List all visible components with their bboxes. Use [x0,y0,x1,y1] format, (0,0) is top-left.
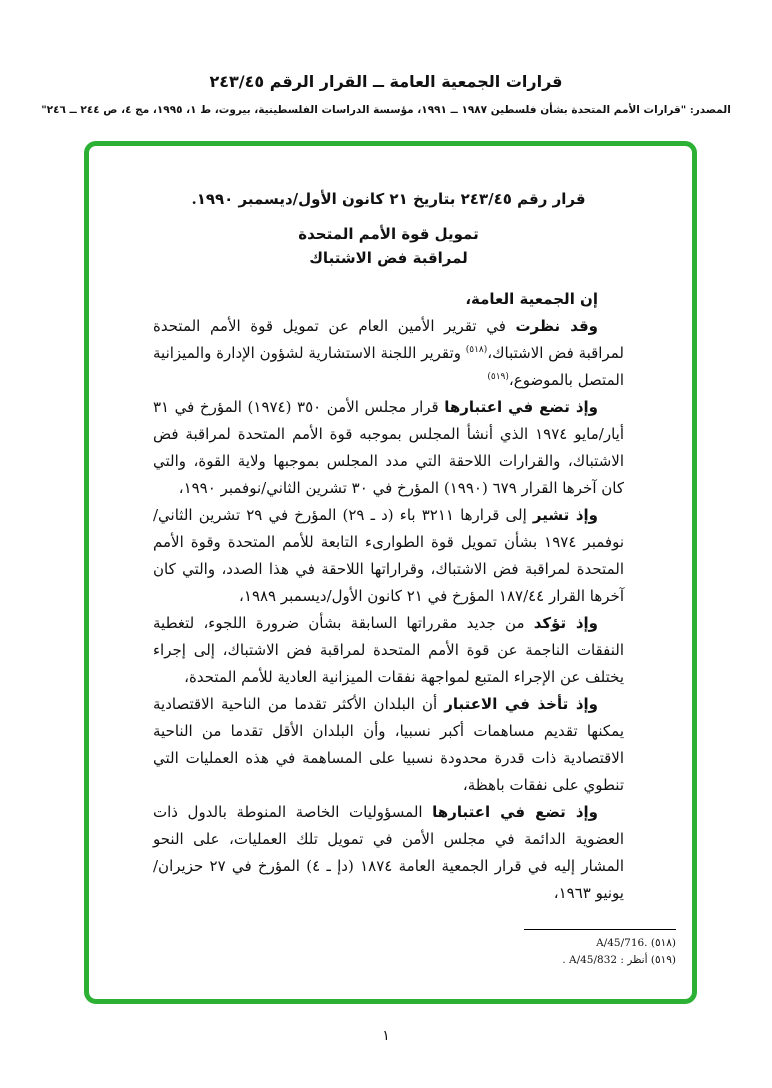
footnotes-block [524,929,676,969]
resolution-paragraph [153,394,624,502]
resolution-paragraph [153,799,624,907]
footnote-reference: (٥١٨) [465,345,488,355]
footnote [524,935,676,952]
paragraph-lead-phrase: إن الجمعية العامة، [465,290,598,308]
resolution-paragraph [153,502,624,610]
paragraph-text: المسؤوليات الخاصة المنوطة بالدول ذات العضوية الدائمة في مجلس الأمن في تمويل تلك العمليات، على النحو المشار إليه في قرار الجمعية العامة ١٨٧٤ (دإ ـ ٤) المؤرخ في ٢٧ حزيران/يونيو ١٩٦٣، [153,803,624,902]
paragraph-text: (٥١٨) [647,937,676,949]
source-citation: المصدر: "قرارات الأمم المتحدة بشأن فلسطين ١٩٨٧ ــ ١٩٩١، مؤسسة الدراسات الفلسطينية، بيروت، ط ١، ١٩٩٥، مج ٤، ص ٢٤٤ ــ ٢٤٦" [41,104,731,116]
resolution-subtitle-line2: لمراقبة فض الاشتباك [309,249,468,267]
document-symbol: A/45/832 [569,954,618,966]
paragraph-text: في تقرير الأمين العام عن تمويل قوة الأمم المتحدة لمراقبة فض الاشتباك، [153,317,624,362]
paragraph-text: . [562,954,569,966]
document-symbol: A/45/716. [596,937,648,949]
paragraph-lead-phrase: وإذ تشير [532,506,598,524]
paragraph-text: قرار مجلس الأمن ٣٥٠ (١٩٧٤) المؤرخ في ٣١ أيار/مايو ١٩٧٤ الذي أنشأ المجلس بموجبه قوة الأمم المتحدة لمراقبة فض الاشتباك، والقرارات اللاحقة التي مدد المجلس بموجبها ولاية القوة، والتي كان آخرها القرار ٦٧٩ (١٩٩٠) المؤرخ في ٣٠ تشرين الثاني/نوفمبر ١٩٩٠، [153,398,624,497]
resolution-title: قرار رقم ٢٤٣/٤٥ بتاريخ ٢١ كانون الأول/ديسمبر ١٩٩٠. [191,190,586,208]
footnote-reference: (٥١٩) [487,372,509,382]
footnote [524,952,676,969]
paragraph-lead-phrase: وإذ تضع في اعتبارها [432,803,599,821]
resolution-body [153,286,624,907]
paragraph-text: (٥١٩) أنظر : [617,954,676,966]
resolution-paragraph [153,313,624,394]
paragraph-lead-phrase: وإذ تؤكد [533,614,598,632]
page-title: قرارات الجمعية العامة ــ القرار الرقم ٢٤٣/٤٥ [209,72,563,91]
paragraph-text: أن البلدان الأكثر تقدما من الناحية الاقتصادية يمكنها تقديم مساهمات أكبر نسبيا، وأن البلدان الأقل تقدما من الناحية الاقتصادية ذات قدرة محدودة نسبيا على المساهمة في هذه العمليات التي تنطوي على نفقات باهظة، [153,695,624,794]
footnote-divider [524,929,676,930]
paragraph-text: وتقرير اللجنة الاستشارية لشؤون الإدارة والميزانية المتصل بالموضوع، [153,344,624,389]
footnote-list [524,935,676,969]
page-number: ١ [382,1028,390,1044]
paragraph-text: إلى قرارها ٣٢١١ باء (د ـ ٢٩) المؤرخ في ٢٩ تشرين الثاني/نوفمبر ١٩٧٤ بشأن تمويل قوة الطوارىء التابعة للأمم المتحدة وقوة الأمم المتحدة لمراقبة فض الاشتباك، وقراراتها اللاحقة في هذا الصدد، والتي كان آخرها القرار ١٨٧/٤٤ المؤرخ في ٢١ كانون الأول/ديسمبر ١٩٨٩، [153,506,624,605]
resolution-paragraph [153,691,624,799]
page-header [0,72,772,116]
resolution-box [84,141,697,1004]
resolution-paragraph [153,286,624,313]
paragraph-lead-phrase: وقد نظرت [515,317,598,335]
paragraph-text: من جديد مقرراتها السابقة بشأن ضرورة اللجوء، لتغطية النفقات الناجمة عن قوة الأمم المتحدة لمراقبة فض الاشتباك، إلى إجراء يختلف عن الإجراء المتبع لمواجهة نفقات الميزانية العادية للأمم المتحدة، [153,614,624,686]
resolution-subtitle-line1: تمويل قوة الأمم المتحدة [298,225,479,243]
paragraph-lead-phrase: وإذ تأخذ في الاعتبار [444,695,598,713]
resolution-paragraph [153,610,624,691]
paragraph-lead-phrase: وإذ تضع في اعتبارها [444,398,599,416]
